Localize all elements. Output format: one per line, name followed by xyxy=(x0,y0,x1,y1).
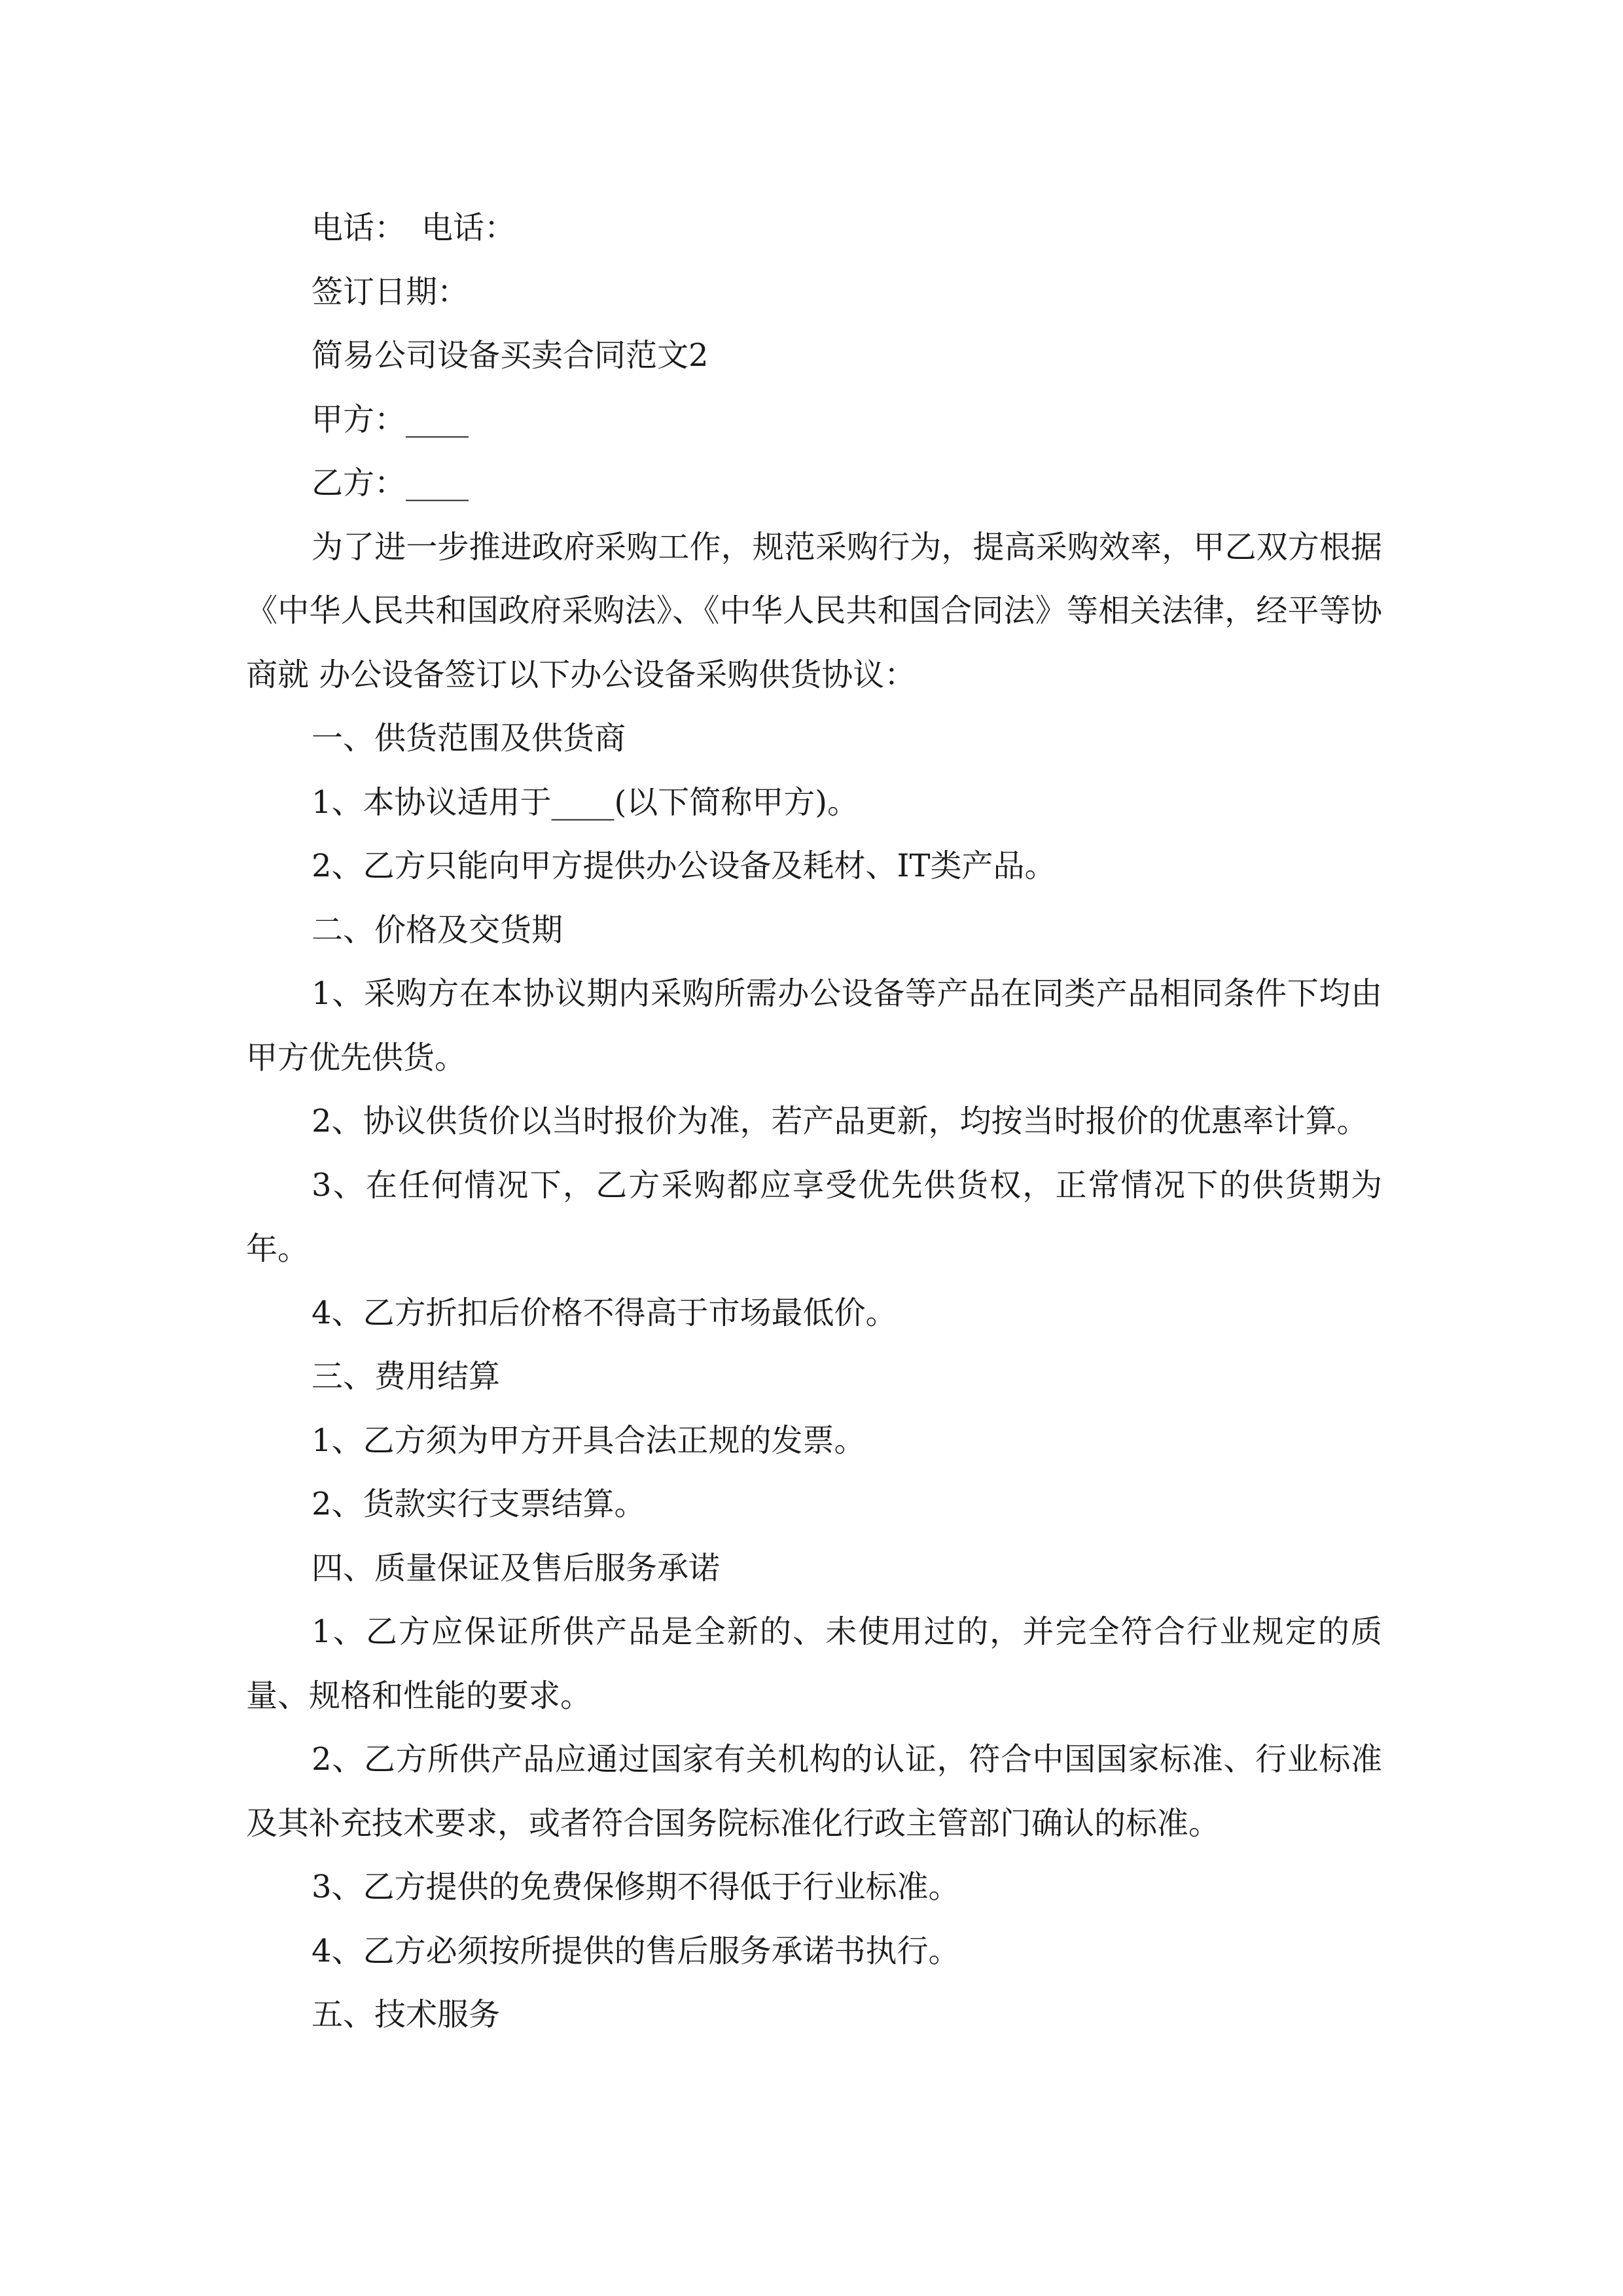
party-b-line: 乙方：____ xyxy=(312,465,469,501)
clause-1-1: 1、本协议适用于____(以下简称甲方)。 xyxy=(312,783,859,821)
section-heading-settlement: 三、费用结算 xyxy=(312,1358,501,1395)
clause-3-2: 2、货款实行支票结算。 xyxy=(312,1486,646,1522)
clause-2-1: 1、采购方在本协议期内采购所需办公设备等产品在同类产品相同条件下均由甲方优先供货。 xyxy=(246,975,1382,1076)
clause-2-4: 4、乙方折扣后价格不得高于市场最低价。 xyxy=(312,1294,897,1331)
section-heading-technical-service: 五、技术服务 xyxy=(312,1996,501,2033)
section-heading-supply-scope: 一、供货范围及供货商 xyxy=(312,720,626,757)
document-body xyxy=(246,196,1382,2047)
phone-line: 电话： 电话： xyxy=(312,209,516,246)
clause-3-1: 1、乙方须为甲方开具合法正规的发票。 xyxy=(312,1422,866,1459)
preamble-paragraph: 为了进一步推进政府采购工作，规范采购行为，提高采购效率，甲乙双方根据《中华人民共和国政府采购法》、《中华人民共和国合同法》等相关法律，经平等协商就 办公设备签订以下办公设备采购供货协议： xyxy=(246,528,1382,693)
section-heading-quality-service: 四、质量保证及售后服务承诺 xyxy=(312,1549,721,1587)
contract-title: 简易公司设备买卖合同范文2 xyxy=(312,337,709,374)
clause-2-2: 2、协议供货价以当时报价为准，若产品更新，均按当时报价的优惠率计算。 xyxy=(312,1103,1368,1139)
party-a-line: 甲方：____ xyxy=(312,401,469,438)
clause-4-1: 1、乙方应保证所供产品是全新的、未使用过的，并完全符合行业规定的质量、规格和性能的要求。 xyxy=(246,1613,1382,1714)
clause-4-3: 3、乙方提供的免费保修期不得低于行业标准。 xyxy=(312,1869,960,1905)
section-heading-price-delivery: 二、价格及交货期 xyxy=(312,911,563,948)
signing-date-line: 签订日期： xyxy=(312,273,469,310)
clause-1-2: 2、乙方只能向甲方提供办公设备及耗材、IT类产品。 xyxy=(312,848,1056,884)
clause-4-2: 2、乙方所供产品应通过国家有关机构的认证，符合中国国家标准、行业标准及其补充技术要求，或者符合国务院标准化行政主管部门确认的标准。 xyxy=(246,1741,1382,1842)
clause-4-4: 4、乙方必须按所提供的售后服务承诺书执行。 xyxy=(312,1932,960,1969)
clause-2-3: 3、在任何情况下，乙方采购都应享受优先供货权，正常情况下的供货期为年。 xyxy=(246,1166,1382,1267)
